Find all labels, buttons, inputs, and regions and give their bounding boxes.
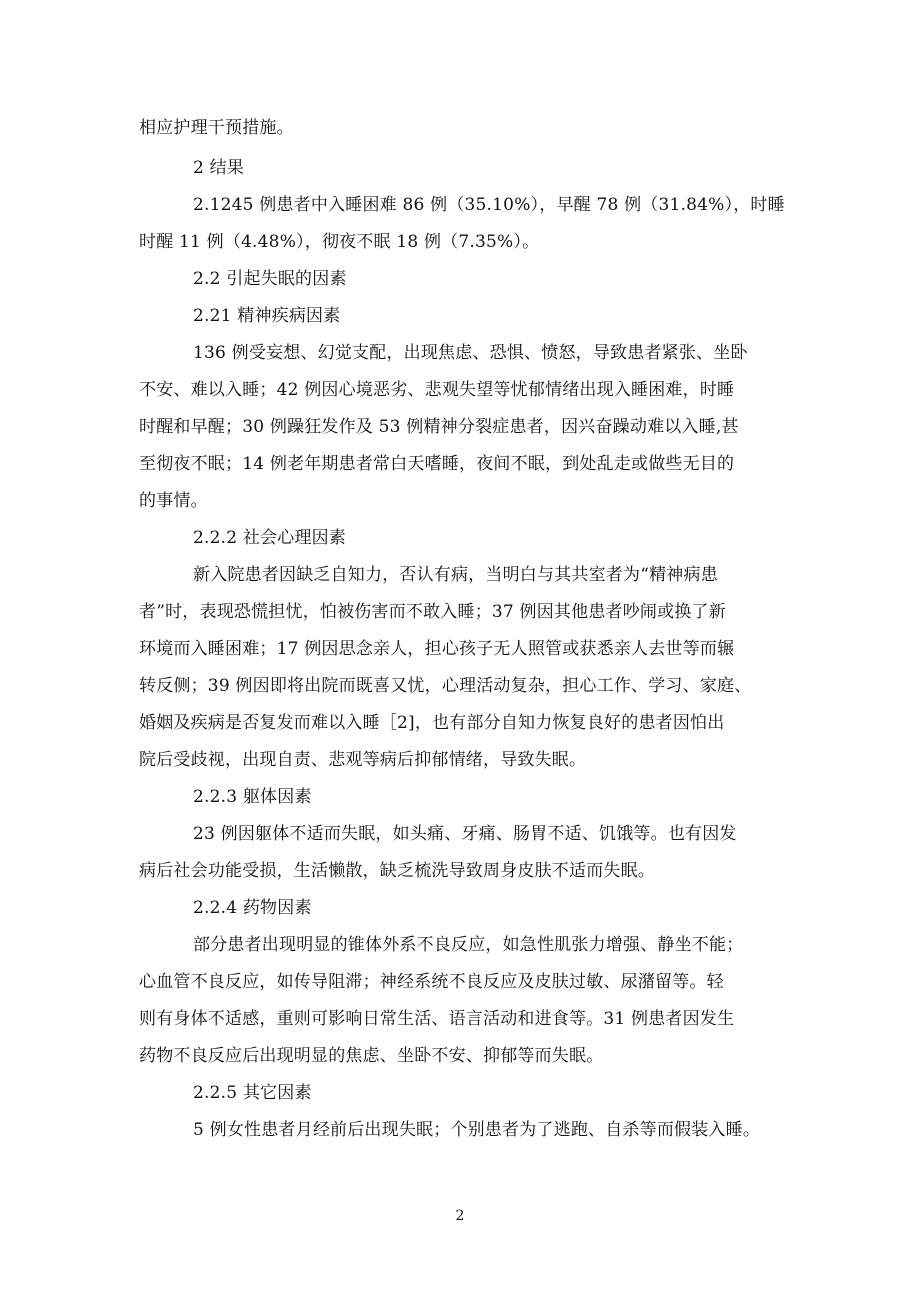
paragraph-line: 的事情。 — [139, 491, 208, 511]
paragraph-line: 相应护理干预措施。 — [139, 118, 294, 138]
section-heading-2-2-3: 2.2.3 躯体因素 — [193, 787, 312, 807]
paragraph-line: 新入院患者因缺乏自知力，否认有病，当明白与其共室者为“精神病患 — [193, 565, 718, 585]
paragraph-line: 2.1245 例患者中入睡困难 86 例（35.10%），早醒 78 例（31.84%），时睡 — [193, 195, 785, 215]
section-heading-2-2-4: 2.2.4 药物因素 — [193, 898, 312, 918]
paragraph-line: 则有身体不适感，重则可影响日常生活、语言活动和进食等。31 例患者因发生 — [139, 1009, 735, 1029]
paragraph-line: 药物不良反应后出现明显的焦虑、坐卧不安、抑郁等而失眠。 — [139, 1046, 604, 1066]
section-heading-results: 2 结果 — [193, 158, 245, 178]
paragraph-line: 院后受歧视，出现自责、悲观等病后抑郁情绪，导致失眠。 — [139, 750, 587, 770]
section-heading-2-2-2: 2.2.2 社会心理因素 — [193, 528, 347, 548]
paragraph-line: 至彻夜不眠；14 例老年期患者常白天嗜睡，夜间不眠，到处乱走或做些无目的 — [139, 454, 735, 474]
paragraph-line: 心血管不良反应，如传导阻滞；神经系统不良反应及皮肤过敏、尿潴留等。轻 — [139, 972, 724, 992]
section-heading-2-21: 2.21 精神疾病因素 — [193, 306, 341, 326]
paragraph-line: 部分患者出现明显的锥体外系不良反应，如急性肌张力增强、静坐不能； — [193, 935, 744, 955]
paragraph-line: 不安、难以入睡；42 例因心境恶劣、悲观失望等忧郁情绪出现入睡困难，时睡 — [139, 380, 735, 400]
section-heading-2-2: 2.2 引起失眠的因素 — [193, 269, 347, 289]
section-heading-2-2-5: 2.2.5 其它因素 — [193, 1083, 312, 1103]
paragraph-line: 婚姻及疾病是否复发而难以入睡［2]，也有部分自知力恢复良好的患者因怕出 — [139, 713, 725, 733]
paragraph-line: 病后社会功能受损，生活懒散，缺乏梳洗导致周身皮肤不适而失眠。 — [139, 861, 655, 881]
paragraph-line: 时醒和早醒；30 例躁狂发作及 53 例精神分裂症患者，因兴奋躁动难以入睡,甚 — [139, 417, 739, 437]
page-number: 2 — [455, 1208, 465, 1224]
paragraph-line: 转反侧；39 例因即将出院而既喜又忧，心理活动复杂，担心工作、学习、家庭、 — [139, 676, 752, 696]
paragraph-line: 时醒 11 例（4.48%），彻夜不眠 18 例（7.35%）。 — [139, 232, 540, 252]
paragraph-line: 5 例女性患者月经前后出现失眠；个别患者为了逃跑、自杀等而假装入睡。 — [193, 1120, 761, 1140]
paragraph-line: 者”时，表现恐慌担忧，怕被伤害而不敢入睡；37 例因其他患者吵闹或换了新 — [139, 602, 726, 622]
paragraph-line: 环境而入睡困难；17 例因思念亲人，担心孩子无人照管或获悉亲人去世等而辗 — [139, 639, 735, 659]
paragraph-line: 136 例受妄想、幻觉支配，出现焦虑、恐惧、愤怒，导致患者紧张、坐卧 — [193, 343, 748, 363]
paragraph-line: 23 例因躯体不适而失眠，如头痛、牙痛、肠胃不适、饥饿等。也有因发 — [193, 824, 737, 844]
